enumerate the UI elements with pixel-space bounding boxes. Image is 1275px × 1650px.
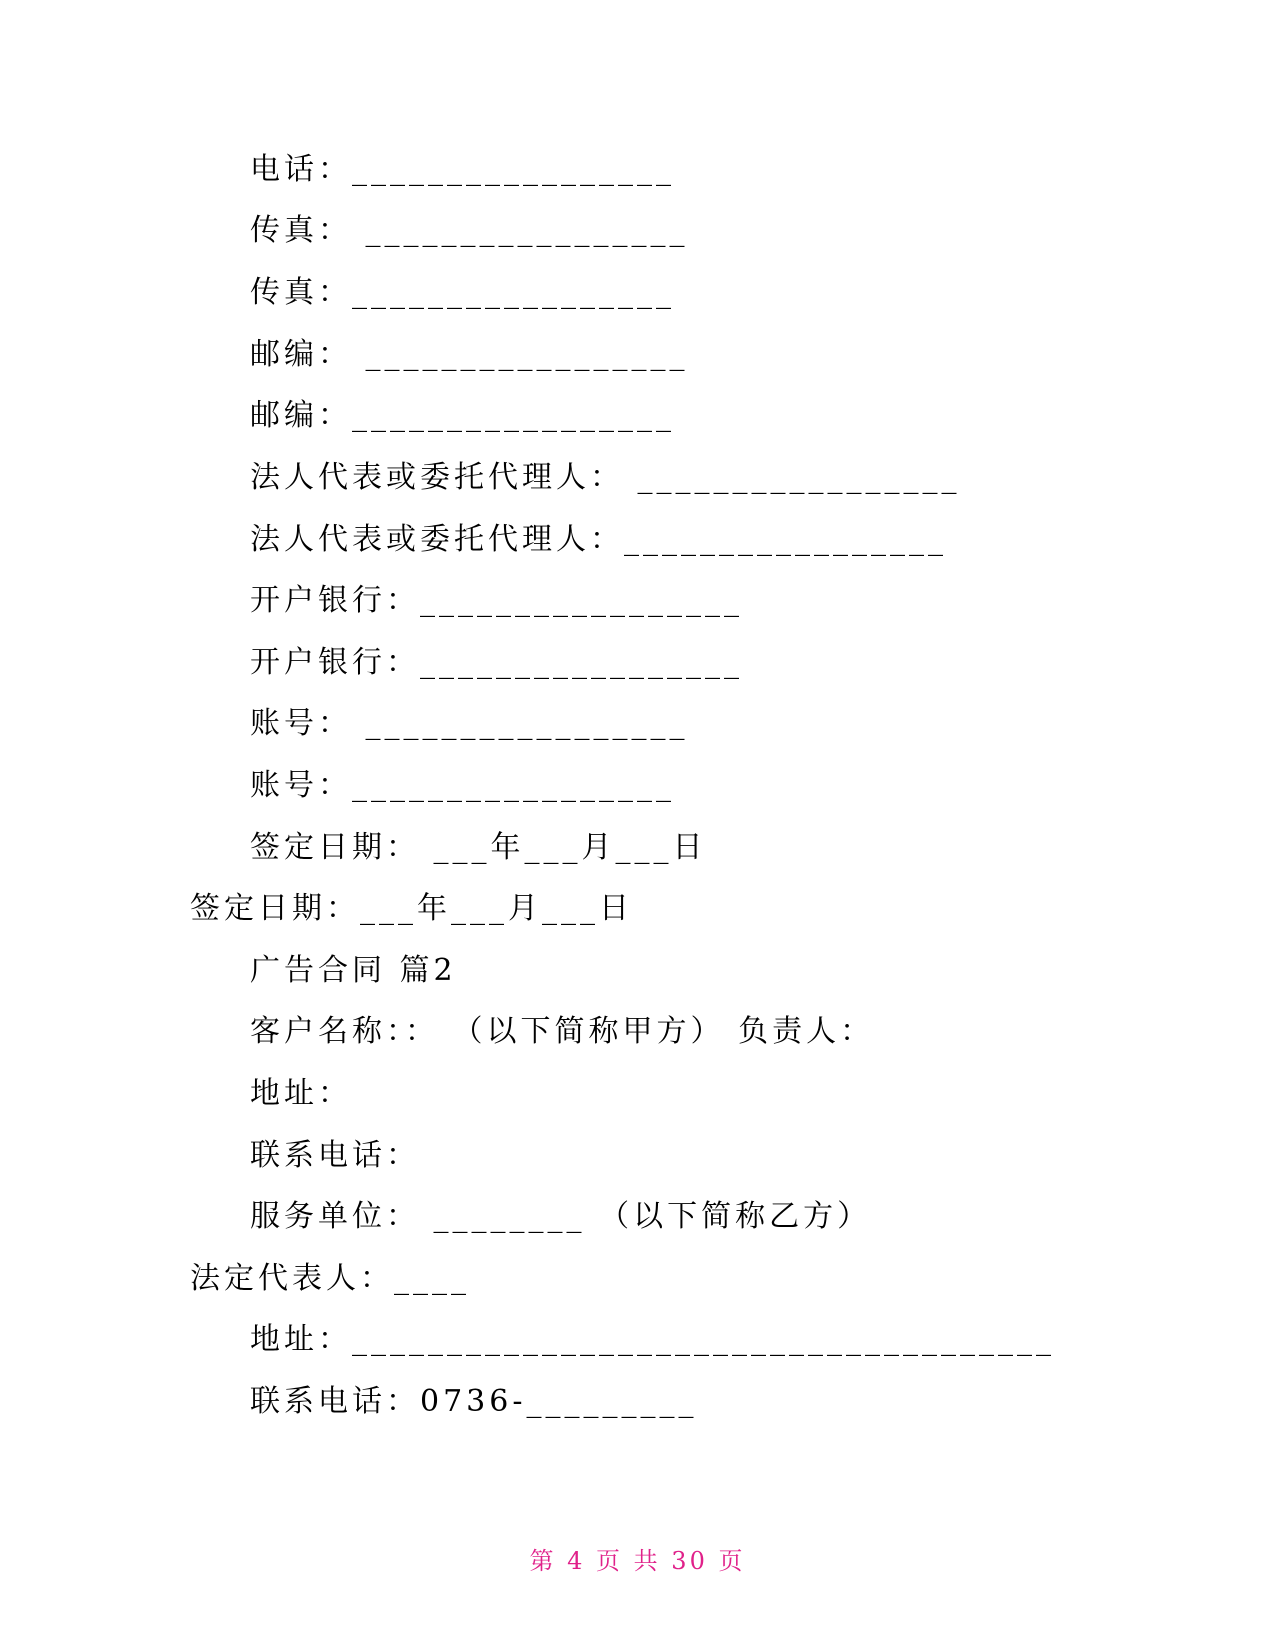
account-line-1: 账号： _________________ [250, 706, 689, 741]
fax-line-1: 传真： _________________ [250, 213, 689, 248]
bank-line-2: 开户银行：_________________ [250, 645, 743, 680]
postcode-line-2: 邮编：_________________ [250, 398, 675, 433]
page-footer: 第 4 页 共 30 页 [529, 1547, 746, 1575]
phone-line-1: 电话：_________________ [250, 152, 675, 187]
contact-phone-line-2: 联系电话：0736-_________ [250, 1384, 698, 1419]
sign-date-line-1: 签定日期： ___年___月___日 [250, 830, 707, 865]
legal-representative-line: 法定代表人：____ [190, 1261, 470, 1296]
bank-line-1: 开户银行：_________________ [250, 583, 743, 618]
legal-rep-line-2: 法人代表或委托代理人：_________________ [250, 522, 947, 557]
account-line-2: 账号：_________________ [250, 768, 675, 803]
address-line-1: 地址： [250, 1076, 352, 1111]
postcode-line-1: 邮编： _________________ [250, 337, 689, 372]
address-line-2: 地址：_____________________________________ [250, 1322, 1055, 1357]
service-unit-line: 服务单位： ________ （以下简称乙方） [250, 1199, 872, 1234]
legal-rep-line-1: 法人代表或委托代理人： _________________ [250, 460, 961, 495]
sign-date-line-2: 签定日期：___年___月___日 [190, 891, 633, 926]
section-heading: 广告合同 篇2 [250, 953, 457, 988]
client-name-line: 客户名称：： （以下简称甲方） 负责人： [250, 1014, 875, 1049]
fax-line-2: 传真：_________________ [250, 275, 675, 310]
contact-phone-line-1: 联系电话： [250, 1138, 420, 1173]
